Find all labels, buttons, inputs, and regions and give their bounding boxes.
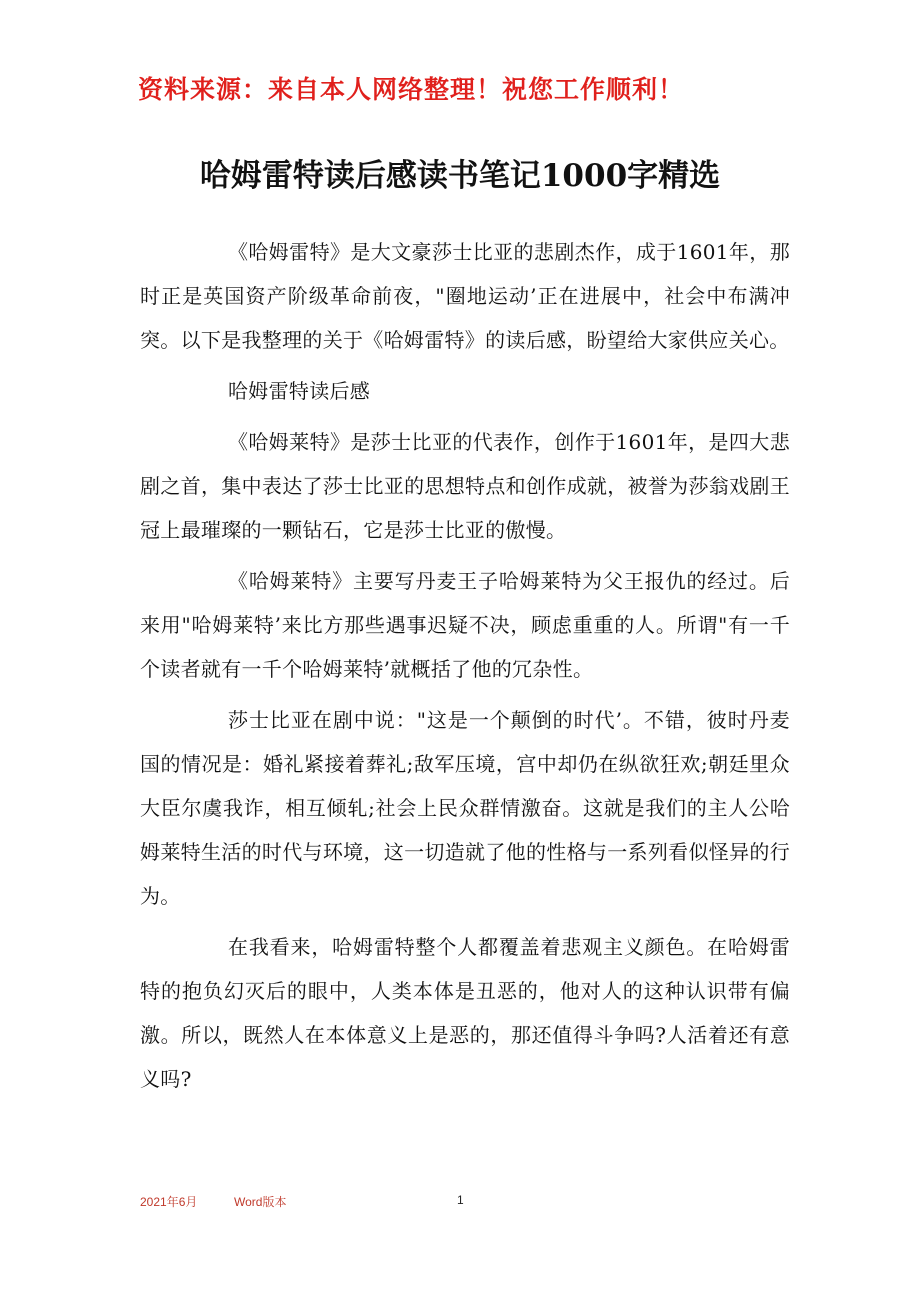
source-banner: 资料来源：来自本人网络整理！祝您工作顺利！ <box>138 75 685 104</box>
footer-date: 2021年6月 <box>140 1195 198 1209</box>
paragraph-masterpiece: 《哈姆莱特》是莎士比亚的代表作，创作于1601年，是四大悲剧之首，集中表达了莎士比亚的思想特点和创作成就，被誉为莎翁戏剧王冠上最璀璨的一颗钻石，它是莎士比亚的傲慢。 <box>140 430 790 542</box>
paragraph-pessimism: 在我看来，哈姆雷特整个人都覆盖着悲观主义颜色。在哈姆雷特的抱负幻灭后的眼中，人类本体是丑恶的，他对人的这种认识带有偏激。所以，既然人在本体意义上是恶的，那还值得斗争吗?人活着还有意义吗? <box>140 935 790 1091</box>
document-body <box>140 230 790 1108</box>
page-footer <box>0 1193 920 1213</box>
footer-version: Word版本 <box>234 1195 287 1209</box>
paragraph-era: 莎士比亚在剧中说："这是一个颠倒的时代’。不错，彼时丹麦国的情况是：婚礼紧接着葬礼;敌军压境，宫中却仍在纵欲狂欢;朝廷里众大臣尔虞我诈，相互倾轧;社会上民众群情激奋。这就是我们的主人公哈姆莱特生活的时代与环境，这一切造就了他的性格与一系列看似怪异的行为。 <box>140 708 790 908</box>
paragraph-intro: 《哈姆雷特》是大文豪莎士比亚的悲剧杰作，成于1601年，那时正是英国资产阶级革命前夜，"圈地运动’正在进展中，社会中布满冲突。以下是我整理的关于《哈姆雷特》的读后感，盼望给大家供应关心。 <box>140 240 790 352</box>
paragraph-plot: 《哈姆莱特》主要写丹麦王子哈姆莱特为父王报仇的经过。后来用"哈姆莱特’来比方那些遇事迟疑不决，顾虑重重的人。所谓"有一千个读者就有一千个哈姆莱特’就概括了他的冗杂性。 <box>140 569 790 681</box>
page-number: 1 <box>457 1193 464 1207</box>
section-heading: 哈姆雷特读后感 <box>228 379 371 403</box>
document-title: 哈姆雷特读后感读书笔记1000字精选 <box>199 158 721 194</box>
